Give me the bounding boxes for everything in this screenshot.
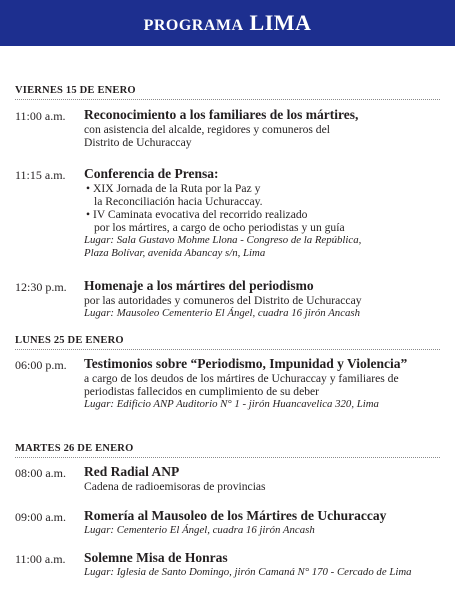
day-divider bbox=[15, 99, 440, 100]
event-title: Homenaje a los mártires del periodismo bbox=[84, 278, 314, 293]
event-title: Red Radial ANP bbox=[84, 464, 180, 479]
day-heading-lunes: LUNES 25 DE ENERO bbox=[15, 335, 124, 346]
event-bullet-cont: por los mártires, a cargo de ocho periodistas y un guía bbox=[94, 221, 345, 234]
event-place: Lugar: Edificio ANP Auditorio N° 1 - jirón Huancavelica 320, Lima bbox=[84, 398, 379, 410]
event-time: 08:00 a.m. bbox=[15, 466, 66, 480]
event-place: Lugar: Mausoleo Cementerio El Ángel, cuadra 16 jirón Ancash bbox=[84, 307, 360, 319]
page-title bbox=[144, 10, 312, 36]
event-place: Plaza Bolívar, avenida Abancay s/n, Lima bbox=[84, 247, 266, 259]
event-title: Conferencia de Prensa: bbox=[84, 166, 219, 181]
event-title: Solemne Misa de Honras bbox=[84, 550, 228, 565]
event-title: Testimonios sobre “Periodismo, Impunidad y Violencia” bbox=[84, 356, 408, 371]
event-desc-line: Distrito de Uchuraccay bbox=[84, 136, 192, 149]
event-bullet: • IV Caminata evocativa del recorrido realizado bbox=[86, 208, 308, 221]
event-place: Lugar: Iglesia de Santo Domingo, jirón Camaná N° 170 - Cercado de Lima bbox=[84, 566, 412, 578]
event-time: 11:00 a.m. bbox=[15, 109, 66, 123]
event-place: Lugar: Cementerio El Ángel, cuadra 16 jirón Ancash bbox=[84, 524, 315, 536]
event-time: 11:00 a.m. bbox=[15, 552, 66, 566]
title-lima: LIMA bbox=[249, 10, 312, 35]
event-time: 12:30 p.m. bbox=[15, 280, 67, 294]
event-content bbox=[84, 550, 444, 579]
event-desc-line: a cargo de los deudos de los mártires de Uchuraccay y familiares de bbox=[84, 372, 399, 385]
header-banner bbox=[0, 0, 455, 46]
event-desc-line: Cadena de radioemisoras de provincias bbox=[84, 480, 266, 493]
event-desc-line: periodistas fallecidos en cumplimiento de su deber bbox=[84, 385, 320, 398]
event-bullet: • XIX Jornada de la Ruta por la Paz y bbox=[86, 182, 261, 195]
event-content bbox=[84, 356, 444, 411]
event-place: Lugar: Sala Gustavo Mohme Llona - Congreso de la República, bbox=[84, 234, 362, 246]
event-desc-line: por las autoridades y comuneros del Distrito de Uchuraccay bbox=[84, 294, 362, 307]
event-title: Reconocimiento a los familiares de los mártires, bbox=[84, 107, 359, 122]
event-time: 09:00 a.m. bbox=[15, 510, 66, 524]
day-heading-viernes: VIERNES 15 DE ENERO bbox=[15, 85, 136, 96]
event-content bbox=[84, 508, 444, 537]
event-content bbox=[84, 107, 444, 149]
event-desc-line: con asistencia del alcalde, regidores y comuneros del bbox=[84, 123, 330, 136]
event-time: 06:00 p.m. bbox=[15, 358, 67, 372]
event-title: Romería al Mausoleo de los Mártires de Uchuraccay bbox=[84, 508, 387, 523]
event-content bbox=[84, 166, 444, 260]
event-content bbox=[84, 278, 444, 320]
day-divider bbox=[15, 457, 440, 458]
day-heading-martes: MARTES 26 DE ENERO bbox=[15, 443, 134, 454]
title-programa: PROGRAMA bbox=[143, 17, 244, 34]
event-content bbox=[84, 464, 444, 493]
event-time: 11:15 a.m. bbox=[15, 168, 66, 182]
event-bullet-cont: la Reconciliación hacia Uchuraccay. bbox=[94, 195, 263, 208]
day-divider bbox=[15, 349, 440, 350]
